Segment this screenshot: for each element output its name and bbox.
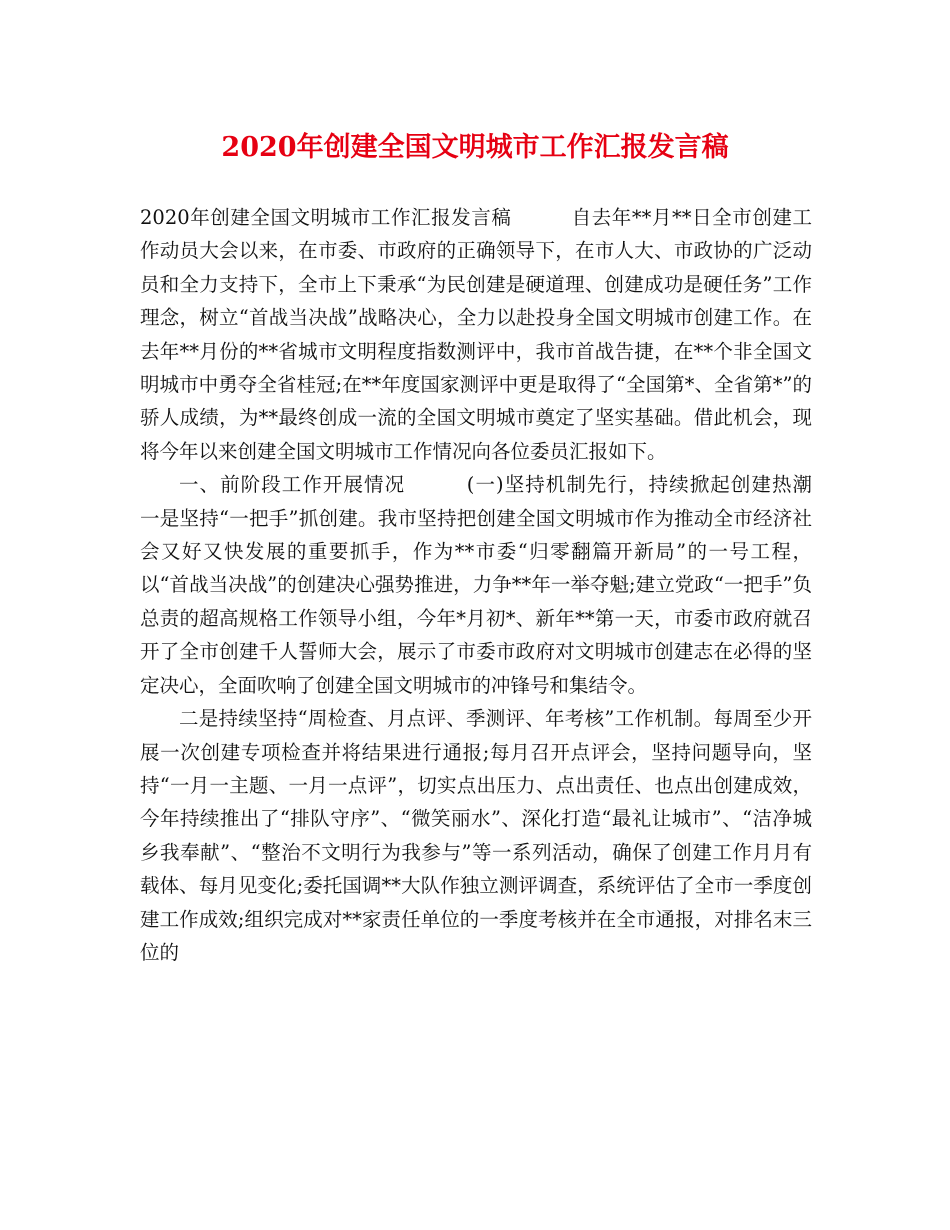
paragraph-intro: 2020年创建全国文明城市工作汇报发言稿 自去年**月**日全市创建工作动员大会以来，在市委、市政府的正确领导下，在市人大、市政协的广泛动员和全力支持下，全市上下秉承“为民创建是硬道理、创建成功是硬任务”工作理念，树立“首战当决战”战略决心，全力以赴投身全国文明城市创建工作。在去年**月份的**省城市文明程度指数测评中，我市首战告捷，在**个非全国文明城市中勇夺全省桂冠;在**年度国家测评中更是取得了“全国第*、全省第*”的骄人成绩，为**最终创成一流的全国文明城市奠定了坚实基础。借此机会，现将今年以来创建全国文明城市工作情况向各位委员汇报如下。 <box>140 206 812 463</box>
paragraph-section-two: 二是持续坚持“周检查、月点评、季测评、年考核”工作机制。每周至少开展一次创建专项检查并将结果进行通报;每月召开点评会，坚持问题导向，坚持“一月一主题、一月一点评”，切实点出压力、点出责任、也点出创建成效，今年持续推出了“排队守序”、“微笑丽水”、深化打造“最礼让城市”、“洁净城乡我奉献”、“整治不文明行为我参与”等一系列活动，确保了创建工作月月有载体、每月见变化;委托国调**大队作独立测评调查，系统评估了全市一季度创建工作成效;组织完成对**家责任单位的一季度考核并在全市通报，对排名末三位的 <box>140 707 812 964</box>
paragraph-section-one: 一、前阶段工作开展情况 (一)坚持机制先行，持续掀起创建热潮 一是坚持“一把手”抓创建。我市坚持把创建全国文明城市作为推动全市经济社会又好又快发展的重要抓手，作为**市委“归零翻篇开新局”的一号工程，以“首战当决战”的创建决心强势推进，力争**年一举夺魁;建立党政“一把手”负总责的超高规格工作领导小组，今年*月初*、新年**第一天，市委市政府就召开了全市创建千人誓师大会，展示了市委市政府对文明城市创建志在必得的坚定决心，全面吹响了创建全国文明城市的冲锋号和集结令。 <box>140 473 871 697</box>
document-title: 2020年创建全国文明城市工作汇报发言稿 <box>221 132 729 163</box>
document-body <box>140 201 871 969</box>
